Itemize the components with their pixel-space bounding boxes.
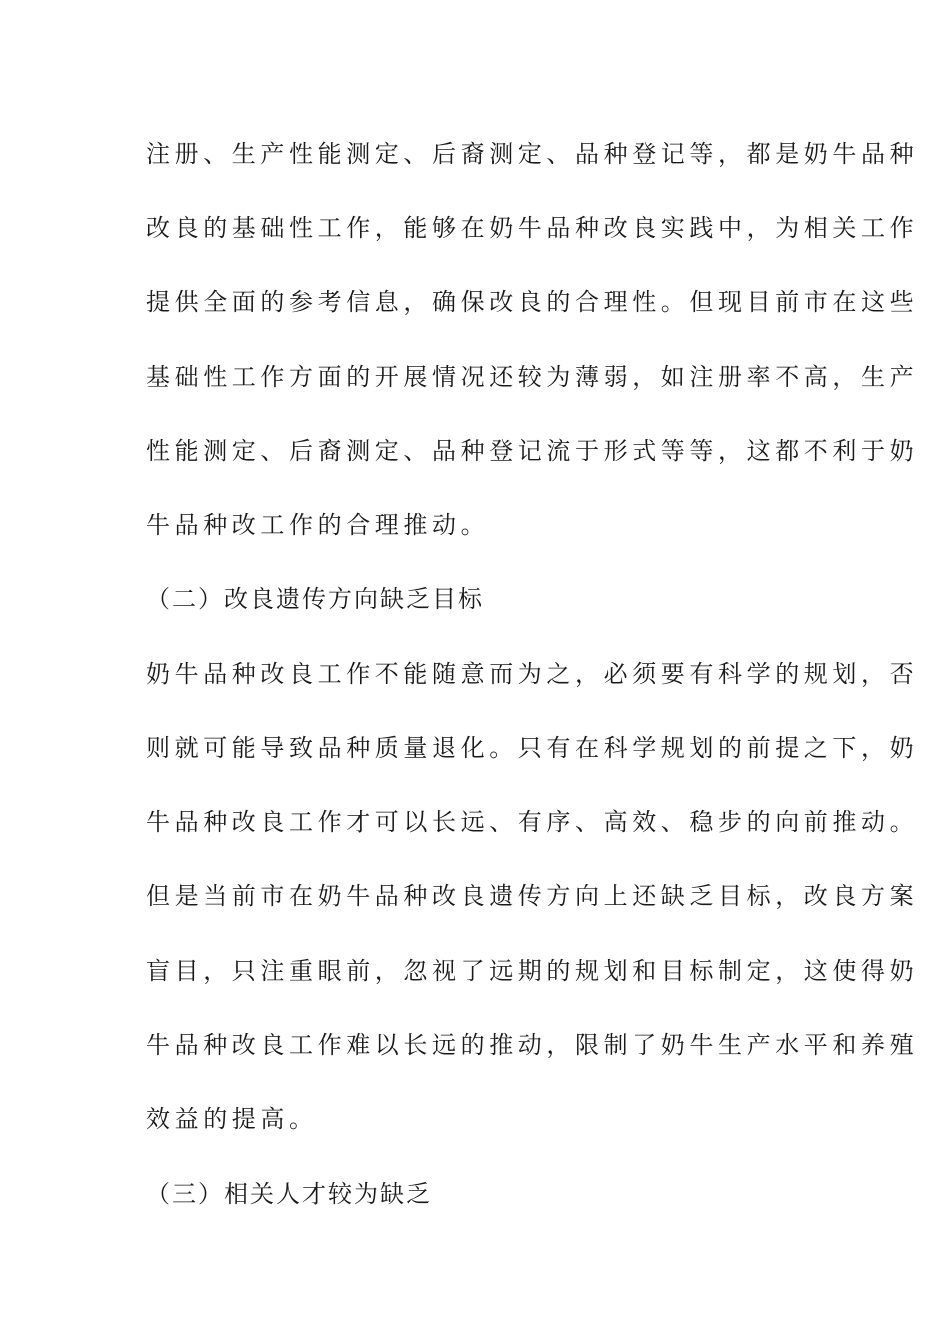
body-text-line: 则就可能导致品种质量退化。只有在科学规划的前提之下，奶 [146,734,919,762]
body-text-line: 但是当前市在奶牛品种改良遗传方向上还缺乏目标，改良方案 [146,882,919,910]
body-text-line: 性能测定、后裔测定、品种登记流于形式等等，这都不利于奶 [146,437,919,465]
body-text-line: 注册、生产性能测定、后裔测定、品种登记等，都是奶牛品种 [146,140,919,168]
body-text-line: 效益的提高。 [146,1105,318,1133]
body-text-line: 改良的基础性工作，能够在奶牛品种改良实践中，为相关工作 [146,214,919,242]
body-text-line: 奶牛品种改良工作不能随意而为之，必须要有科学的规划，否 [146,660,919,688]
body-text-line: 盲目，只注重眼前，忽视了远期的规划和目标制定，这使得奶 [146,957,919,985]
section-heading: （二）改良遗传方向缺乏目标 [146,585,484,613]
body-text-line: 牛品种改工作的合理推动。 [146,511,490,539]
section-heading: （三）相关人才较为缺乏 [146,1180,432,1208]
body-text-line: 牛品种改良工作难以长远的推动，限制了奶牛生产水平和养殖 [146,1031,919,1059]
body-text-line: 提供全面的参考信息，确保改良的合理性。但现目前市在这些 [146,288,919,316]
body-text-line: 牛品种改良工作才可以长远、有序、高效、稳步的向前推动。 [146,808,919,836]
body-text-line: 基础性工作方面的开展情况还较为薄弱，如注册率不高，生产 [146,363,919,391]
